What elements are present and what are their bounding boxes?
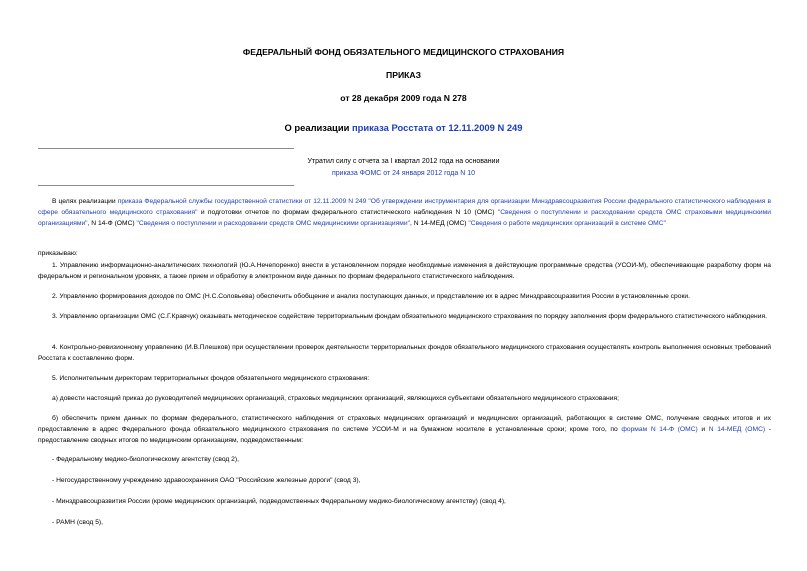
preamble-text-2: и подготовки отчетов по формам федерального статистического наблюдения N 10 (ОМС) xyxy=(197,209,498,216)
preamble-text-3: , N 14-Ф (ОМС) xyxy=(87,220,137,227)
paragraph-5a: а) довести настоящий приказ до руководителей медицинских организаций, страховых медицинских организаций, являющихся субъектами обязательного медицинского страхования; xyxy=(52,395,619,402)
date-number-heading: от 28 декабря 2009 года N 278 xyxy=(340,93,467,103)
paragraph-5b xyxy=(38,413,771,446)
p5b-text-2: и xyxy=(697,426,709,433)
paragraph-1: 1. Управлению информационно-аналитических технологий (Ю.А.Нечепоренко) внести в установленном порядке необходимые изменения в действующие программные средства (УСОИ-М), обеспечивающие разработку форм на федеральном и региональном уровнях, а также прием и обработку в электронном виде данных по формам федерального статистического наблюдения. xyxy=(38,262,771,280)
form14med-link[interactable]: N 14-МЕД (ОМС) xyxy=(708,426,766,433)
paragraph-5: 5. Исполнительным директорам территориальных фондов обязательного медицинского страхования: xyxy=(52,375,370,382)
doc-type-heading: ПРИКАЗ xyxy=(386,70,421,80)
paragraph-2: 2. Управлению формирования доходов по ОМС (Н.С.Соловьева) обеспечить обобщение и анализ поступающих данных, и представление их в адрес Минздравсоцразвития России в установленные сроки. xyxy=(52,293,690,300)
list-item-svod4: - Минздравсоцразвития России (кроме медицинских организаций, подведомственных Федеральному медико-биологическому агентству) (свод 4), xyxy=(52,498,506,505)
preamble-paragraph xyxy=(38,196,771,229)
status-note-link-line xyxy=(0,170,807,177)
preamble-link-order[interactable]: приказа Федеральной службы государственной статистики от 12.11.2009 N 249 "Об утверждении инструментария для организации Минздравсоцразвития России федерального статистического наблюдения в сфере обязательного медицинского страхования" xyxy=(38,198,772,216)
preamble-text-4: , N 14-МЕД (ОМС) xyxy=(409,220,469,227)
preamble-link-form10[interactable]: "Сведения о поступлении и расходовании средств ОМС страховыми медицинскими организациями" xyxy=(38,209,771,227)
title-prefix: О реализации xyxy=(284,122,352,133)
list-item-svod5: - РАМН (свод 5), xyxy=(52,519,104,526)
document-title xyxy=(0,122,807,133)
org-heading: ФЕДЕРАЛЬНЫЙ ФОНД ОБЯЗАТЕЛЬНОГО МЕДИЦИНСКОГО СТРАХОВАНИЯ xyxy=(242,47,565,57)
preamble-link-form14med[interactable]: "Сведения о работе медицинских организаций в системе ОМС" xyxy=(468,220,666,227)
rosstat-order-link[interactable]: приказа Росстата от 12.11.2009 N 249 xyxy=(351,122,523,133)
paragraph-3: 3. Управлению организации ОМС (С.Г.Кравчук) оказывать методическое содействие территориальным фондам обязательного медицинского страхования по порядку заполнения форм федерального статистического наблюдения. xyxy=(52,313,767,320)
p5b-text-3: - предоставление сводных итогов по медицинским организациям, подведомственным: xyxy=(38,426,771,444)
form14f-link[interactable]: формам N 14-Ф (ОМС) xyxy=(621,426,698,433)
list-item-svod3: - Негосударственному учреждению здравоохранения ОАО "Российские железные дороги" (свод 3), xyxy=(52,477,361,484)
paragraph-4: 4. Контрольно-ревизионному управлению (И.В.Плешков) при осуществлении проверок деятельности территориальных фондов обязательного медицинского страхования осуществлять контроль выполнения основных требований Росстата к составлению форм. xyxy=(38,344,771,362)
status-note-line1: Утратил силу с отчета за I квартал 2012 года на основании xyxy=(307,158,500,165)
prikazyvayu-label: приказываю: xyxy=(38,250,78,257)
preamble-text-1: В целях реализации xyxy=(52,198,118,205)
list-item-svod2: - Федеральному медико-биологическому агентству (свод 2), xyxy=(52,456,239,463)
p5b-text-1: б) обеспечить прием данных по формам федерального, статистического наблюдения от страховых медицинских организаций и медицинских организаций, работающих в системе ОМС, получение сводных итогов и их предоставление в адрес Федерального фонда обязательного медицинского страхования по системе УСОИ-М и на бумажном носителе в установленные сроки; кроме того, по xyxy=(38,415,771,433)
preamble-link-form14f[interactable]: "Сведения о поступлении и расходовании средств ОМС медицинскими организациями" xyxy=(136,220,410,227)
bottom-divider xyxy=(38,185,294,186)
foms-order-link[interactable]: приказа ФОМС от 24 января 2012 года N 10 xyxy=(332,170,475,177)
top-divider xyxy=(38,148,294,149)
